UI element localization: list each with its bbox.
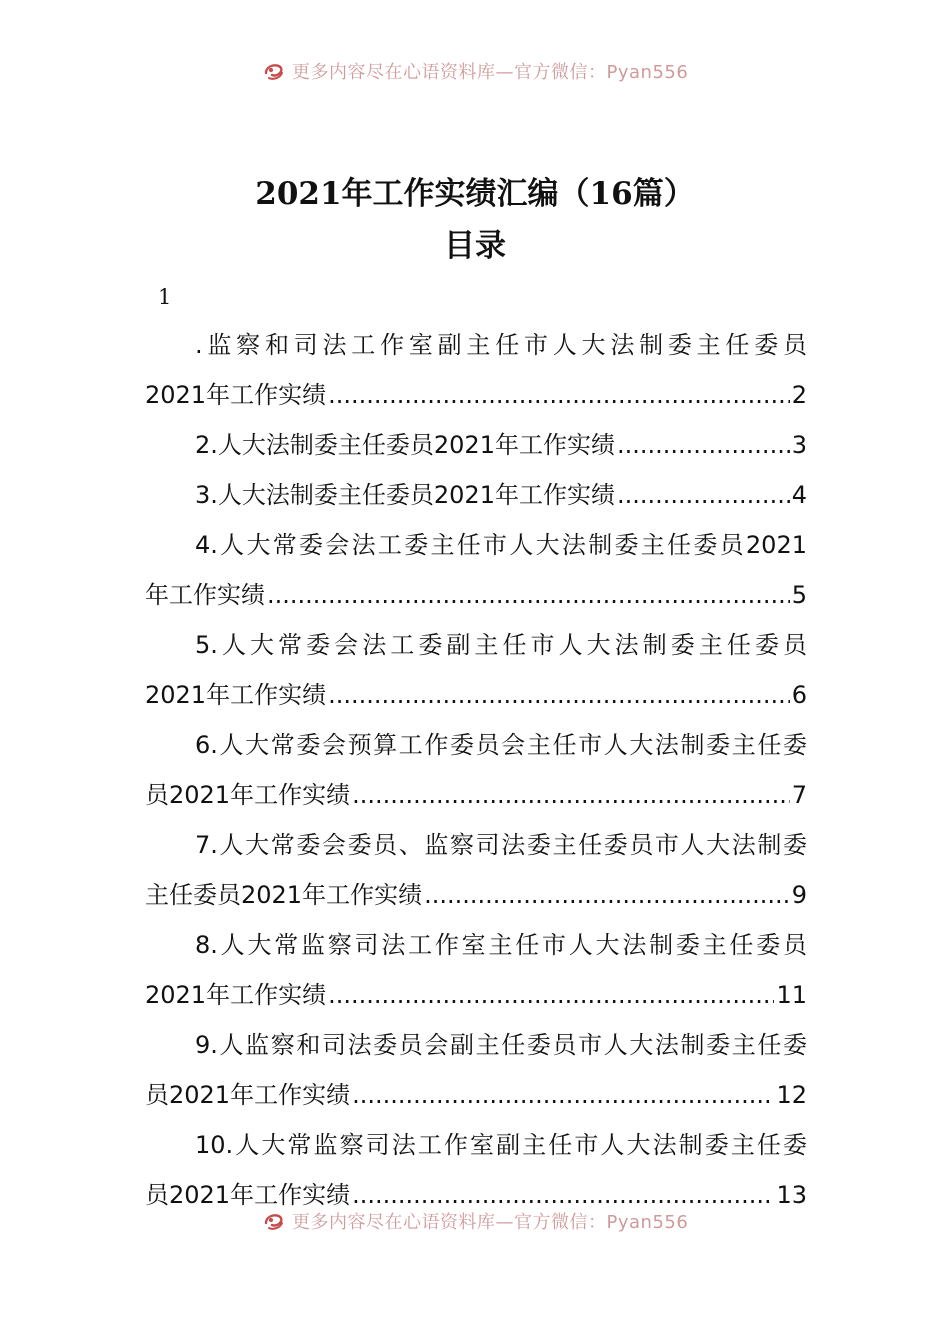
toc-entry-text: 3.人大法制委主任委员2021年工作实绩 <box>195 481 615 509</box>
toc-page-number: 4 <box>791 481 807 509</box>
toc-entry-3[interactable] <box>145 470 807 520</box>
document-title: 2021年工作实绩汇编（16篇） <box>255 176 695 212</box>
toc-entry-10-line-1: 10.人大常监察司法工作室副主任市人大法制委主任委 <box>195 1131 807 1159</box>
toc-entry-text: 主任委员2021年工作实绩 <box>145 881 423 909</box>
watermark-text: 更多内容尽在心语资料库—官方微信：Pyan556 <box>292 62 689 83</box>
toc-entry-text: 员2021年工作实绩 <box>145 781 351 809</box>
toc-entry-6-line-2[interactable] <box>145 770 807 820</box>
leader-dots <box>328 970 774 1020</box>
leader-dots <box>424 870 790 920</box>
leader-dots <box>328 370 790 420</box>
toc-entry-1-line-1: .监察和司法工作室副主任市人大法制委主任委员 <box>195 331 807 359</box>
toc-entry-1-line-2[interactable] <box>145 370 807 420</box>
toc-entry-6-line-1: 6.人大常委会预算工作委员会主任市人大法制委主任委 <box>195 731 807 759</box>
watermark-text: 更多内容尽在心语资料库—官方微信：Pyan556 <box>292 1212 689 1233</box>
toc-page-number: 5 <box>791 581 807 609</box>
toc-page-number: 12 <box>776 1081 807 1109</box>
toc-entry-text: 2.人大法制委主任委员2021年工作实绩 <box>195 431 615 459</box>
toc-entry-9-line-1: 9.人监察和司法委员会副主任委员市人大法制委主任委 <box>195 1031 807 1059</box>
table-of-contents <box>145 320 807 1220</box>
toc-page-number: 7 <box>791 781 807 809</box>
toc-entry-4-line-2[interactable] <box>145 570 807 620</box>
toc-entry-5-line-2[interactable] <box>145 670 807 720</box>
toc-page-number: 2 <box>791 381 807 409</box>
toc-entry-text: 2021年工作实绩 <box>145 381 327 409</box>
leader-dots <box>617 470 790 520</box>
toc-page-number: 6 <box>791 681 807 709</box>
toc-page-number: 3 <box>791 431 807 459</box>
toc-entry-8-line-2[interactable] <box>145 970 807 1020</box>
leader-dots <box>617 420 790 470</box>
toc-entry-7-line-1: 7.人大常委会委员、监察司法委主任委员市人大法制委 <box>195 831 807 859</box>
logo-swirl-icon <box>262 1209 286 1233</box>
toc-entry-text: 2021年工作实绩 <box>145 681 327 709</box>
toc-entry-2[interactable] <box>145 420 807 470</box>
leader-dots <box>267 570 790 620</box>
toc-entry-text: 年工作实绩 <box>145 581 265 609</box>
leader-dots <box>328 670 790 720</box>
toc-page-number: 13 <box>776 1181 807 1209</box>
toc-entry-5-line-1: 5.人大常委会法工委副主任市人大法制委主任委员 <box>195 631 807 659</box>
toc-page-number: 9 <box>791 881 807 909</box>
leader-dots <box>352 770 790 820</box>
watermark-footer <box>262 1208 688 1234</box>
toc-entry-4-line-1: 4.人大常委会法工委主任市人大法制委主任委员2021 <box>195 531 807 559</box>
toc-entry-7-line-2[interactable] <box>145 870 807 920</box>
leader-dots <box>352 1070 774 1120</box>
logo-swirl-icon <box>262 59 286 83</box>
document-subtitle: 目录 <box>444 228 506 264</box>
toc-entry-8-line-1: 8.人大常监察司法工作室主任市人大法制委主任委员 <box>195 931 807 959</box>
toc-entry-text: 员2021年工作实绩 <box>145 1181 351 1209</box>
watermark-header <box>262 58 688 84</box>
toc-page-number: 11 <box>776 981 807 1009</box>
toc-first-number: 1 <box>158 285 172 309</box>
toc-entry-text: 2021年工作实绩 <box>145 981 327 1009</box>
toc-entry-text: 员2021年工作实绩 <box>145 1081 351 1109</box>
toc-entry-9-line-2[interactable] <box>145 1070 807 1120</box>
